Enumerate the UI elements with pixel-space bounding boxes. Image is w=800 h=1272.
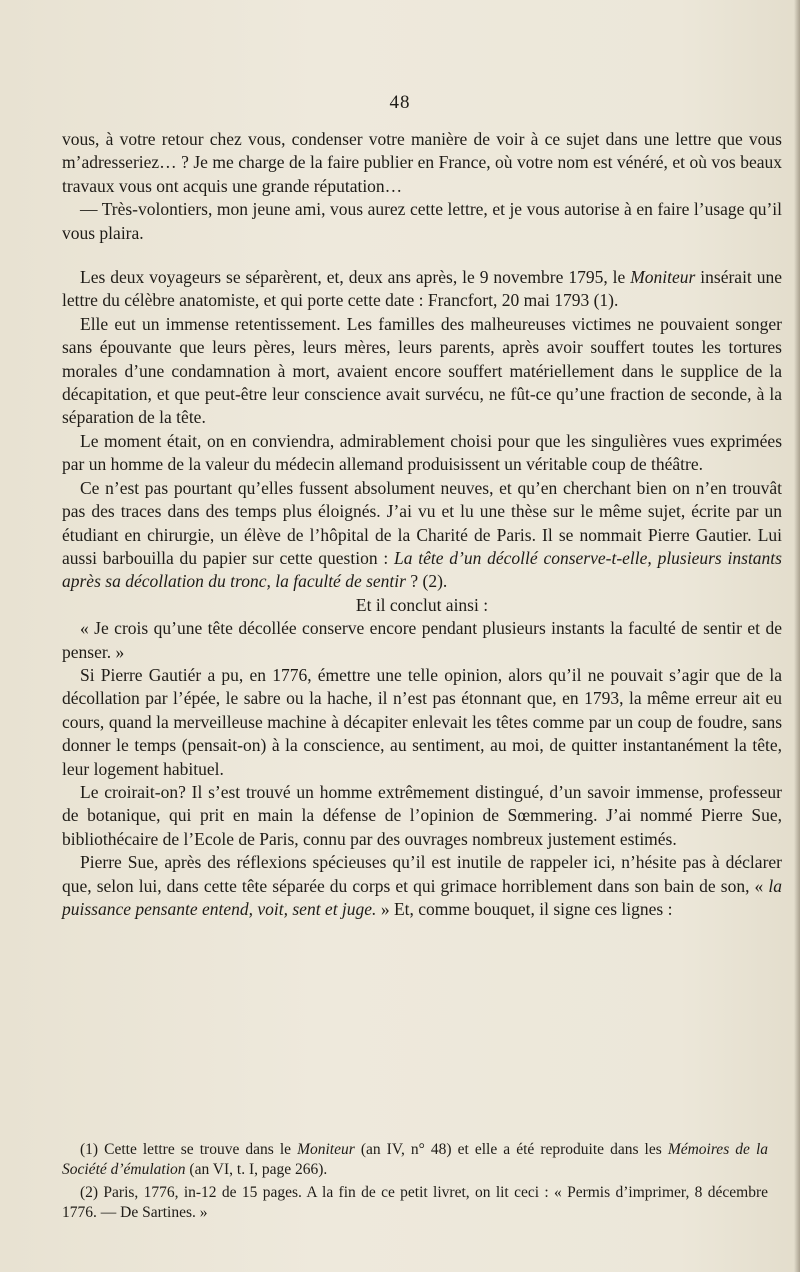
paragraph-4: Elle eut un immense retentissement. Les familles des malheureuses victimes ne pouvaient songer sans épouvante que leurs pères, leurs mères, leurs parents, après avoir souffert toutes les tortures morales d’une condamnation à mort, avaient encore souffert matériellement dans le supplice de la décapitation, et que peut-être leur conscience avait survécu, ne fût-ce qu’une fraction de seconde, à la séparation de la tête. [62,313,782,428]
paragraph-10: Le croirait-on? Il s’est trouvé un homme extrêmement distingué, d’un savoir immense, professeur de botanique, qui prit en main la défense de l’opinion de Sœmmering. J’ai nommé Pierre Sue, bibliothécaire de l’Ecole de Paris, connu par des ouvrages nombreux justement estimés. [62,781,782,849]
paragraph-6-text-a: Ce n’est pas pourtant qu’elles fussent absolument neuves, et qu’en cherchant bien on n’en trouvât pas des traces dans des temps plus éloignés. J’ai vu et lu une thèse sur le même sujet, écrite par un étudiant en chirurgie, un élève de l’hôpital de la Charité de Paris. Il se nommait Pierre Gautier. Lui aussi barbouilla du papier sur cette question : [62,477,782,568]
paragraph-6-italic: La tête d’un décollé conserve-t-elle, plusieurs instants après sa décollation du tronc, la faculté de sentir [62,547,782,592]
paragraph-3 [62,266,782,313]
footnote-1-italic-a: Moniteur [297,1141,355,1158]
paragraph-3-text-b: insérait une lettre du célèbre anatomiste, et qui porte cette date : Francfort, 20 mai 1793 (1). [62,267,782,311]
footnote-1 [62,1140,768,1180]
footnote-1-text-b: (an IV, n° 48) et elle a été reproduite dans les [354,1141,668,1158]
footnotes [62,1140,768,1226]
paragraph-3-italic: Moniteur [630,267,696,288]
paragraph-3-text-a: Les deux voyageurs se séparèrent, et, deux ans après, le 9 novembre 1795, le [80,267,631,288]
footnote-1-italic-b: Mémoires de la Société d’émulation [62,1141,769,1178]
paragraph-11-text-a: Pierre Sue, après des réflexions spécieuses qu’il est inutile de rappeler ici, n’hésite pas à déclarer que, selon lui, dans cette tête séparée du corps et qui grimace horriblement dans son bain de son, « [62,852,782,896]
paragraph-2: — Très-volontiers, mon jeune ami, vous aurez cette lettre, et je vous autorise à en faire l’usage qu’il vous plaira. [62,199,782,243]
page-edge-shadow [794,0,800,1272]
paragraph-5: Le moment était, on en conviendra, admirablement choisi pour que les singulières vues exprimées par un homme de la valeur du médecin allemand produisissent un véritable coup de théâtre. [62,430,782,475]
paragraph-11-italic: la puissance pensante entend, voit, sent et juge. [62,875,782,919]
body-text [62,128,782,921]
paragraph-11 [62,851,782,921]
paragraph-11-text-b: » Et, comme bouquet, il signe ces lignes : [376,899,673,919]
paragraph-6 [62,477,782,594]
paragraph-8-quote: « Je crois qu’une tête décollée conserve encore pendant plusieurs instants la faculté de sentir et de penser. » [62,618,782,662]
paragraph-6-text-b: ? (2). [405,571,448,592]
footnote-2: (2) Paris, 1776, in-12 de 15 pages. A la fin de ce petit livret, on lit ceci : « Permis d’imprimer, 8 décembre 1776. — De Sartines. » [62,1184,768,1221]
page-number: 48 [389,92,411,113]
footnote-1-text-a: (1) Cette lettre se trouve dans le [80,1141,298,1158]
footnote-1-text-c: (an VI, t. I, page 266). [185,1161,328,1178]
paragraph-7: Et il conclut ainsi : [355,594,489,615]
paragraph-1: vous, à votre retour chez vous, condenser votre manière de voir à ce sujet dans une lettre que vous m’adresseriez… ? Je me charge de la faire publier en France, où votre nom est vénéré, et où vos beaux travaux vous ont acquis une grande réputation… [62,129,782,196]
paragraph-9: Si Pierre Gautiér a pu, en 1776, émettre une telle opinion, alors qu’il ne pouvait s’agir que de la décollation par l’épée, le sabre ou la hache, il n’est pas étonnant que, en 1793, la même erreur ait eu cours, quand la merveilleuse machine à décapiter enlevait les têtes comme par un coup de foudre, sans donner le temps (pensait-on) à la conscience, au sentiment, au moi, de quitter instantanément la tête, leur logement habituel. [62,664,782,779]
